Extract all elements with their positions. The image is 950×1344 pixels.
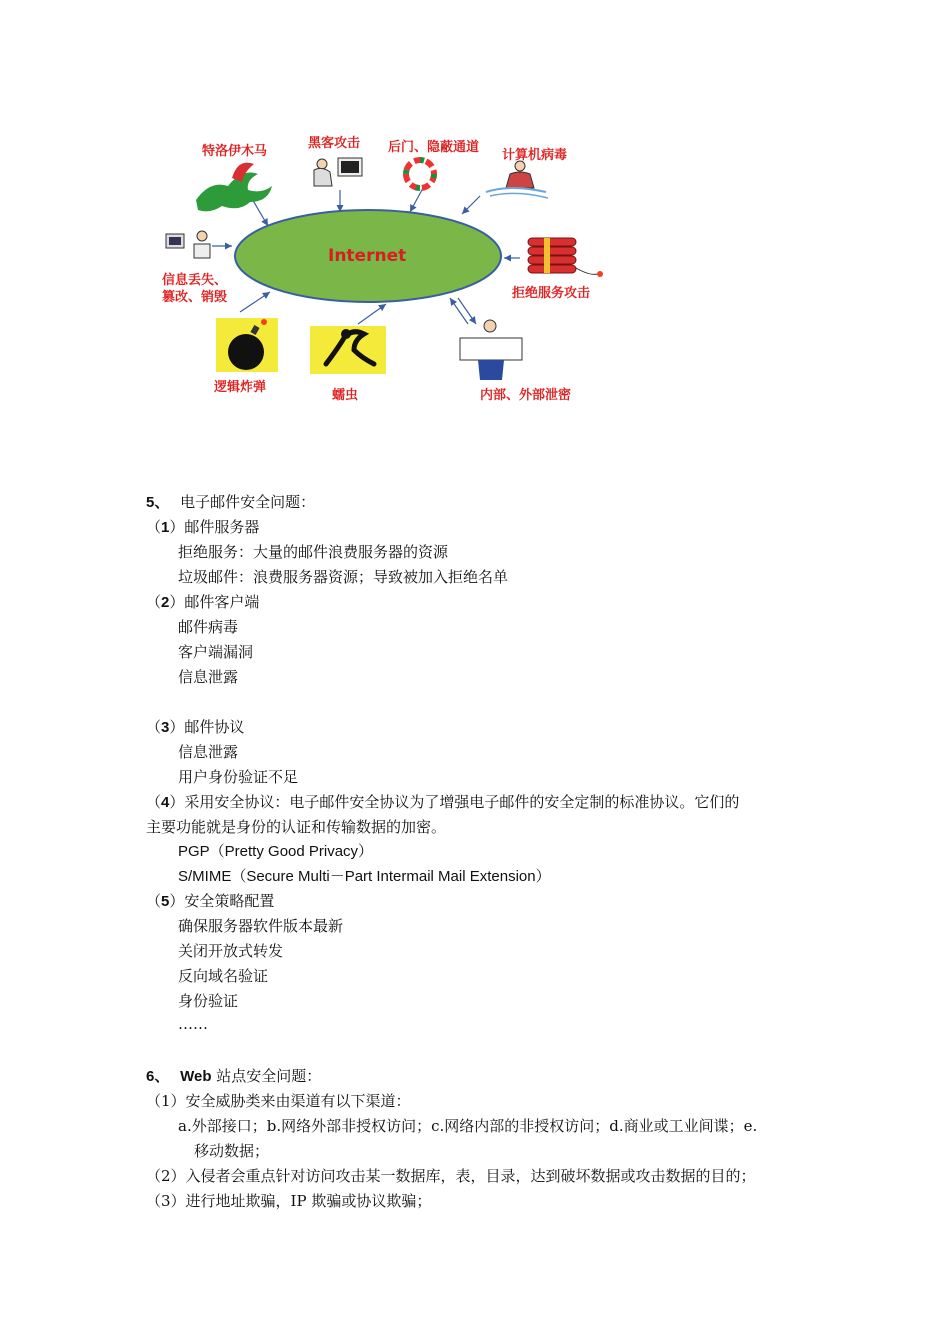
logic-bomb-label: 逻辑炸弹 — [214, 380, 267, 395]
item-title: ）邮件客户端 — [169, 593, 260, 611]
worm-icon — [310, 326, 386, 374]
s5-p1-item1: 拒绝服务：大量的邮件浪费服务器的资源 — [178, 543, 449, 561]
info-loss-label-1: 信息丢失、 — [162, 273, 228, 288]
info-loss-person-icon — [166, 231, 210, 258]
s5-p5-item3: 反向域名验证 — [178, 967, 269, 985]
paren-open: （ — [146, 518, 162, 536]
s6-p1-item1: a.外部接口；b.网络外部非授权访问；c.网络内部的非授权访问；d.商业或工业间谍；e. — [178, 1117, 758, 1135]
section6-web: Web — [180, 1068, 212, 1085]
leak-label: 内部、外部泄密 — [480, 388, 572, 403]
item-number: 4 — [161, 794, 170, 811]
s6-p3: （3）进行地址欺骗，IP 欺骗或协议欺骗； — [146, 1192, 432, 1210]
item-number: 1 — [161, 519, 170, 536]
s5-p1-item2: 垃圾邮件：浪费服务器资源；导致被加入拒绝名单 — [178, 568, 509, 586]
arrow-leak-out — [458, 298, 476, 324]
s5-p2-item3: 信息泄露 — [178, 668, 239, 686]
dos-label: 拒绝服务攻击 — [512, 286, 591, 301]
paren-open: （ — [146, 593, 162, 611]
s5-p5-item2: 关闭开放式转发 — [178, 942, 284, 960]
section5-number: 5、 — [146, 494, 170, 511]
arrow-logic-bomb — [240, 292, 270, 312]
s5-p5-item5: …… — [178, 1015, 208, 1033]
section6-number: 6、 — [146, 1068, 170, 1085]
s5-p3-heading — [146, 717, 244, 738]
item-title: ）邮件服务器 — [169, 518, 260, 536]
s5-p2-heading — [146, 592, 259, 613]
arrow-leak-in — [450, 298, 468, 324]
s5-p4-item-pgp: PGP（Pretty Good Privacy） — [178, 843, 374, 860]
section6-title: 站点安全问题： — [211, 1067, 322, 1085]
hacker-label: 黑客攻击 — [308, 136, 361, 151]
arrow-backdoor — [410, 188, 423, 212]
item-number: 2 — [161, 594, 170, 611]
s5-p5-item1: 确保服务器软件版本最新 — [178, 917, 344, 935]
backdoor-ring-icon — [406, 160, 434, 188]
s5-p4-line2: 主要功能就是身份的认证和传输数据的加密。 — [146, 818, 447, 836]
dynamite-icon — [528, 238, 603, 277]
virus-label: 计算机病毒 — [502, 148, 568, 163]
s5-p4-line1 — [146, 792, 739, 813]
internet-label: Internet — [328, 246, 407, 266]
section5-title: 电子邮件安全问题： — [180, 493, 316, 511]
s5-p2-item2: 客户端漏洞 — [178, 643, 254, 661]
logic-bomb-icon — [216, 318, 278, 372]
paren-open: （ — [146, 892, 162, 910]
hacker-icon — [314, 158, 362, 186]
paren-open: （ — [146, 718, 162, 736]
worm-label: 蠕虫 — [332, 388, 359, 403]
trojan-label: 特洛伊木马 — [202, 144, 268, 159]
s5-p5-heading — [146, 891, 274, 912]
s5-p3-item2: 用户身份验证不足 — [178, 768, 299, 786]
s5-p3-item1: 信息泄露 — [178, 743, 239, 761]
s6-p1-item2: 移动数据； — [194, 1142, 270, 1160]
s5-p4-item-smime: S/MIME（Secure Multi－Part Intermail Mail Extension） — [178, 868, 551, 885]
s5-p2-item1: 邮件病毒 — [178, 618, 239, 636]
arrow-worm — [358, 304, 386, 324]
leak-person-icon — [460, 320, 522, 380]
s5-p5-item4: 身份验证 — [178, 992, 239, 1010]
item-number: 3 — [161, 719, 170, 736]
item-title: ）安全策略配置 — [169, 892, 275, 910]
backdoor-label: 后门、隐蔽通道 — [388, 140, 480, 155]
s6-p2: （2）入侵者会重点针对访问攻击某一数据库，表，目录，达到破坏数据或攻击数据的目的； — [146, 1167, 756, 1185]
section5-heading — [146, 492, 315, 513]
paren-open: （ — [146, 793, 162, 811]
item-number: 5 — [161, 893, 170, 910]
virus-person-icon — [486, 161, 548, 198]
arrow-virus — [462, 196, 480, 214]
item-title: ）邮件协议 — [169, 718, 245, 736]
section6-heading — [146, 1066, 321, 1087]
item-text: ）采用安全协议：电子邮件安全协议为了增强电子邮件的安全定制的标准协议。它们的 — [169, 793, 740, 811]
internet-threat-diagram — [150, 128, 620, 418]
trojan-dragon-icon — [196, 163, 272, 212]
info-loss-label-2: 篡改、销毁 — [162, 290, 228, 305]
s5-p1-heading — [146, 517, 259, 538]
s6-p1: （1）安全威胁类来由渠道有以下渠道： — [146, 1092, 411, 1110]
